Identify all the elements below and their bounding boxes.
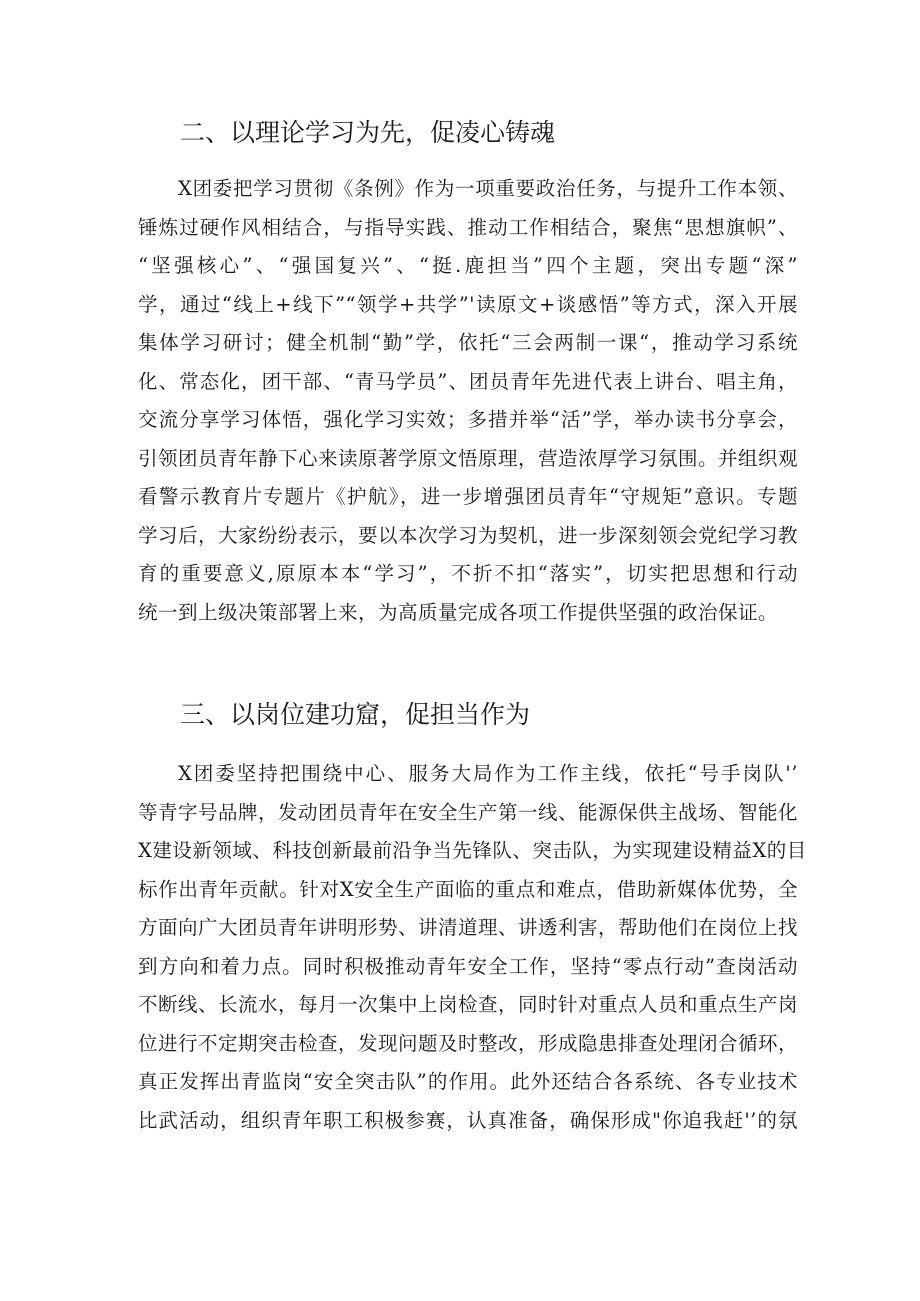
paragraph-line: 真正发挥出青监岗“安全突击队”的作用。此外还结合各系统、各专业技术 bbox=[138, 1070, 798, 1093]
paragraph-line: X建设新领域、科技创新最前沿争当先锋队、突击队，为实现建设精益X的目 bbox=[138, 839, 807, 862]
section-3-paragraph bbox=[138, 755, 807, 1140]
paragraph-line: 学，通过“线上+线下”“领学+共学”'读原文+谈感悟”等方式，深入开展 bbox=[138, 292, 798, 316]
section-2-paragraph bbox=[138, 170, 798, 632]
paragraph-line: 交流分享学习体悟，强化学习实效；多措并举“活”学，举办读书分享会， bbox=[138, 408, 798, 431]
paragraph-line: 到方向和着力点。同时积极推动青年安全工作，坚持“零点行动”查岗活动 bbox=[138, 954, 798, 978]
section-heading-2: 二、以理论学习为先，促凌心铸魂 bbox=[180, 118, 556, 147]
paragraph-line: 学习后，大家纷纷表示，要以本次学习为契机，进一步深刻领会党纪学习教 bbox=[138, 523, 799, 547]
paragraph-line: 引领团员青年静下心来读原著学原文悟原理，营造浓厚学习氛围。并组织观 bbox=[138, 446, 799, 470]
paragraph-line: 标作出青年贡献。针对X安全生产面临的重点和难点，借助新媒体优势，全 bbox=[138, 877, 798, 901]
paragraph-line: 育的重要意义,原原本本“学习”，不折不扣“落实”，切实把思想和行动 bbox=[138, 562, 798, 585]
paragraph-line: 看警示教育片专题片《护航》，进一步增强团员青年“守规矩”意识。专题 bbox=[138, 485, 798, 508]
paragraph-line: 比武活动，组织青年职工积极参赛，认真准备，确保形成"你追我赶'’的氛 bbox=[138, 1108, 798, 1132]
paragraph-line: “坚强核心”、“强国复兴”、“挺.鹿担当”四个主题，突出专题“深” bbox=[138, 254, 798, 277]
paragraph-line: 化、常态化，团干部、“青马学员”、团员青年先进代表上讲台、唱主角， bbox=[138, 369, 798, 393]
paragraph-line: 锤炼过硬作风相结合，与指导实践、推动工作相结合，聚焦“思想旗帜”、 bbox=[138, 215, 798, 239]
paragraph-line: 集体学习研讨；健全机制“勤”学，依托“三会两制一课“，推动学习系统 bbox=[138, 331, 798, 354]
paragraph-line: 不断线、长流水，每月一次集中上岗检查，同时针对重点人员和重点生产岗 bbox=[138, 993, 799, 1016]
paragraph-line: X团委把学习贯彻《条例》作为一项重要政治任务，与提升工作本领、 bbox=[178, 177, 798, 200]
paragraph-line: 统一到上级决策部署上来，为高质量完成各项工作提供坚强的政治保证。 bbox=[138, 600, 779, 624]
paragraph-line: X团委坚持把围绕中心、服务大局作为工作主线，依托“号手岗队'’ bbox=[178, 762, 798, 785]
section-heading-3: 三、以岗位建功窟，促担当作为 bbox=[180, 700, 531, 729]
paragraph-line: 位进行不定期突击检查，发现问题及时整改，形成隐患排查处理闭合循环， bbox=[138, 1031, 799, 1055]
paragraph-line: 方面向广大团员青年讲明形势、讲清道理、讲透利害，帮助他们在岗位上找 bbox=[138, 916, 799, 939]
paragraph-line: 等青字号品牌，发动团员青年在安全生产第一线、能源保供主战场、智能化 bbox=[138, 800, 799, 824]
